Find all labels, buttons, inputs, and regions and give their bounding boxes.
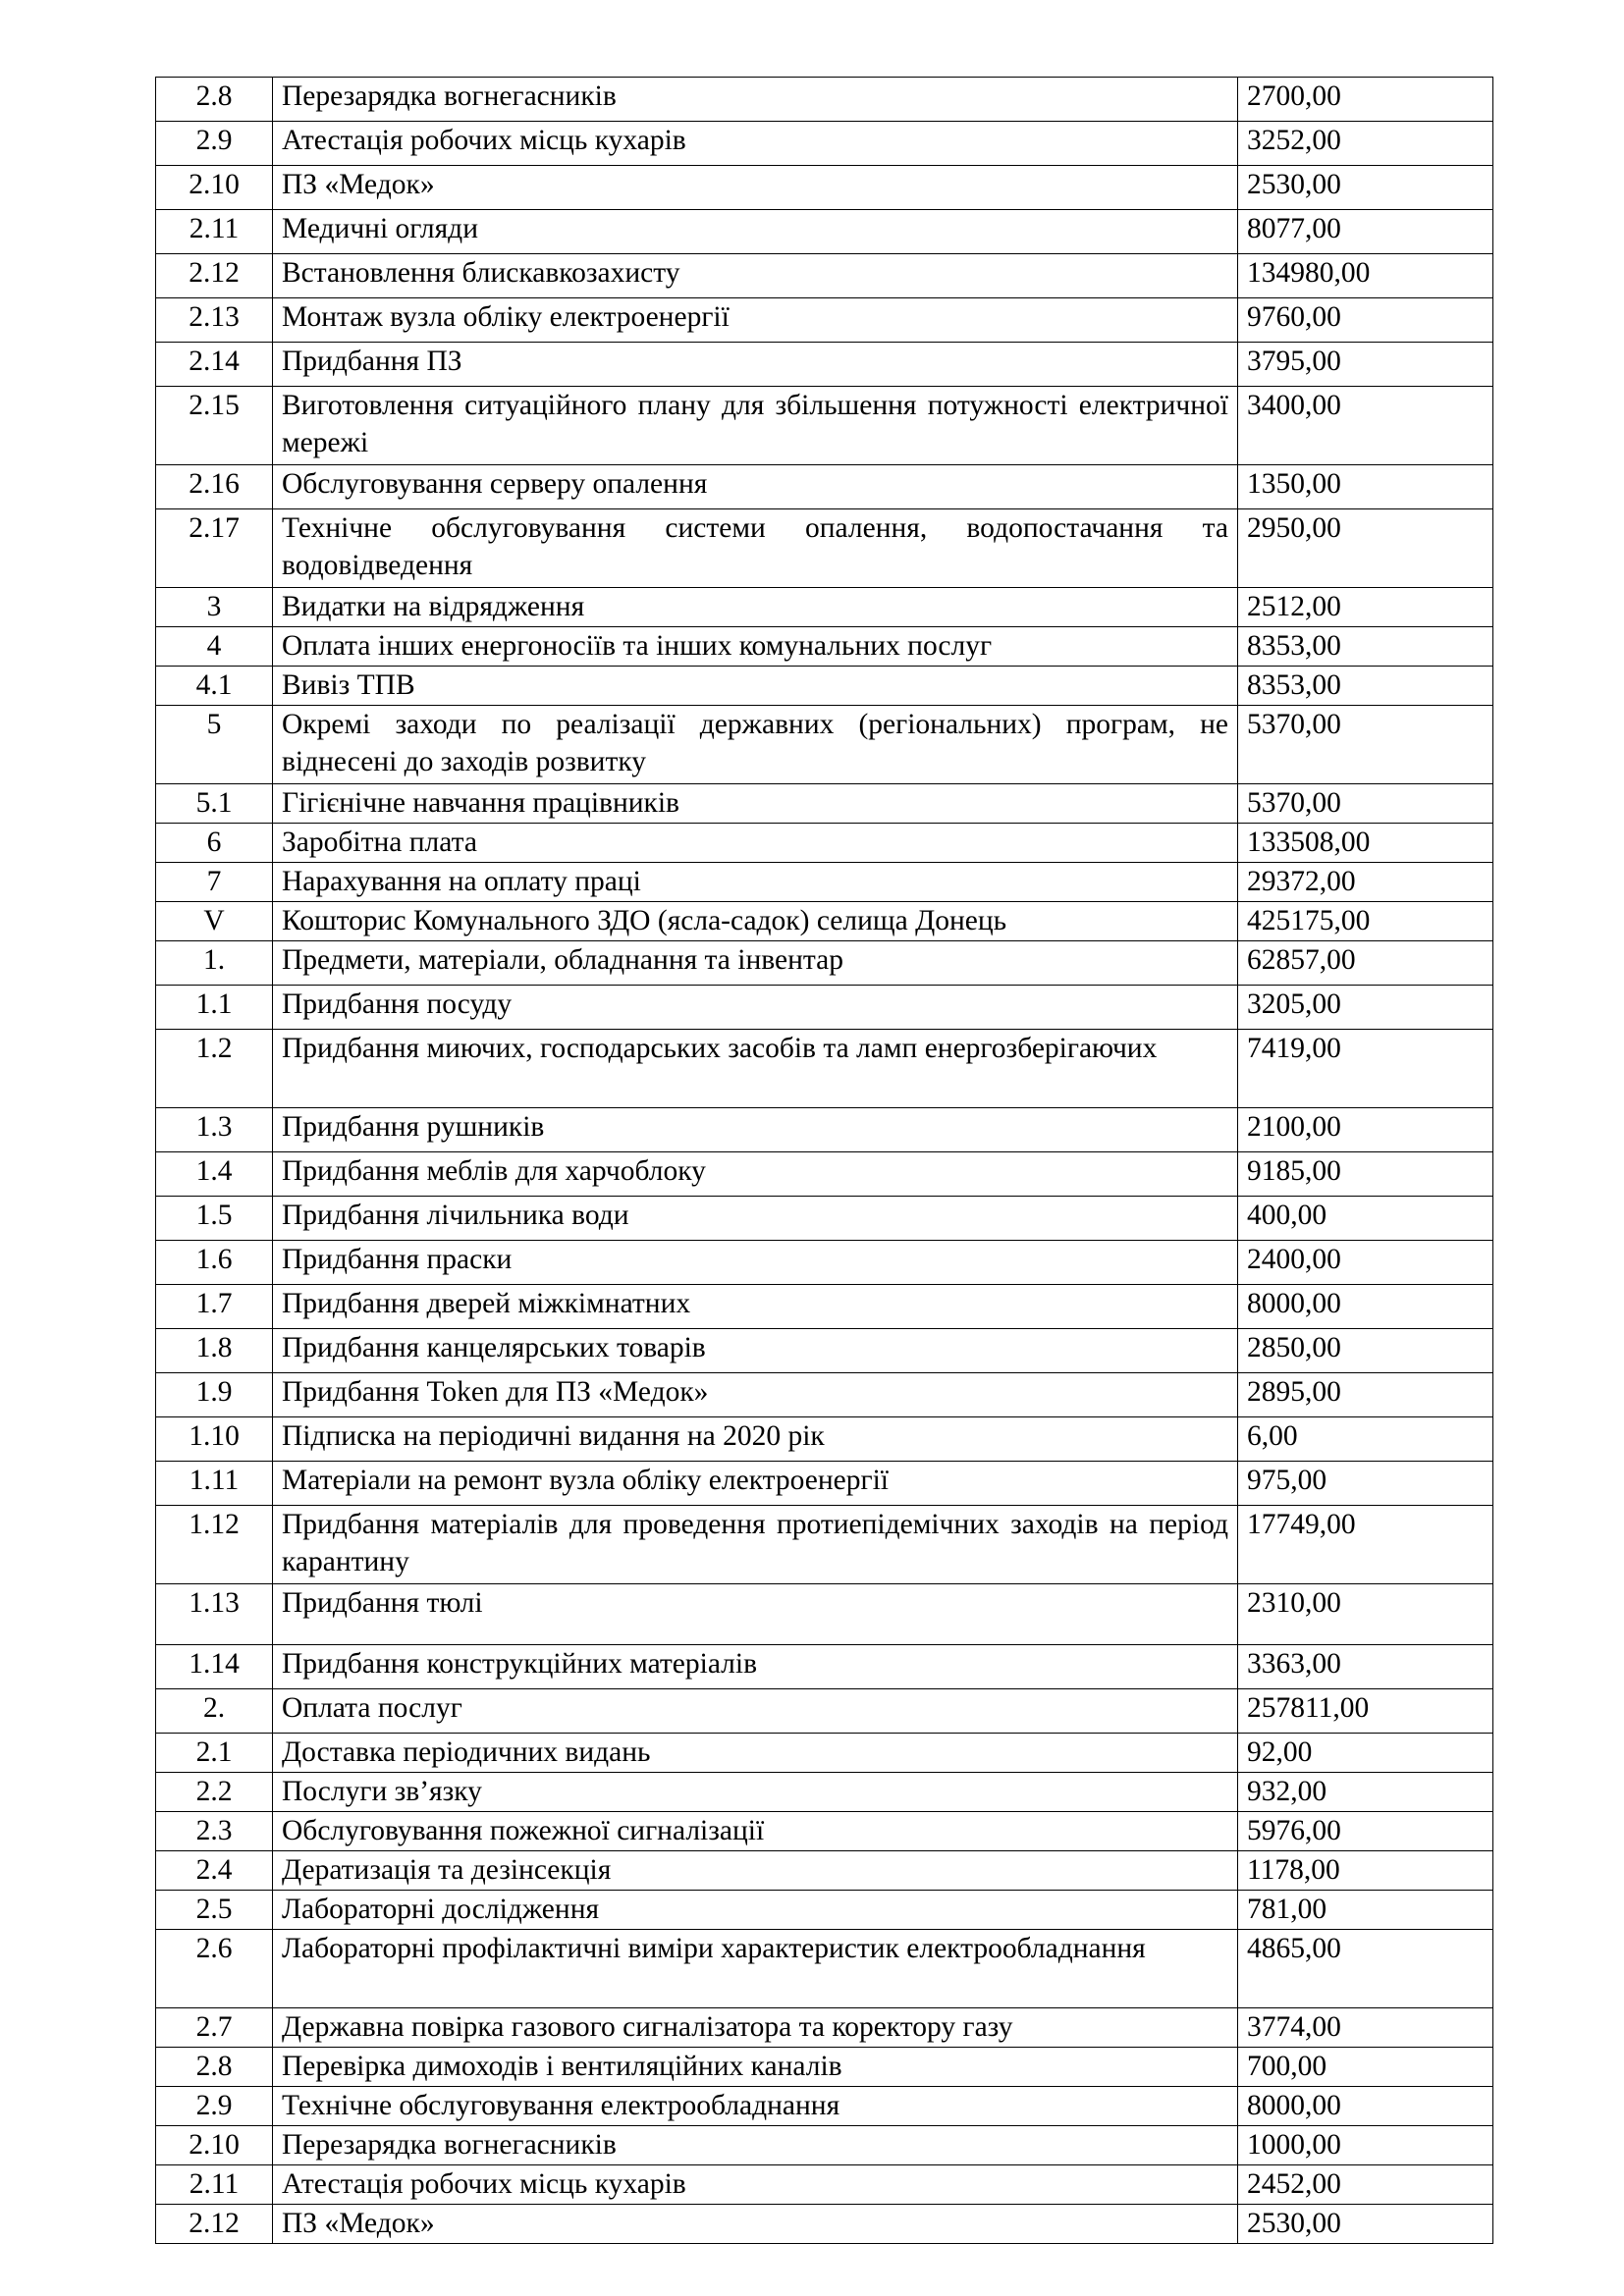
row-description: Підписка на періодичні видання на 2020 рік <box>273 1417 1238 1462</box>
row-description: Атестація робочих місць кухарів <box>273 122 1238 166</box>
row-number: 2.14 <box>156 343 273 387</box>
table-row <box>156 210 1493 254</box>
row-description: Придбання матеріалів для проведення протиепідемічних заходів на період карантину <box>273 1506 1238 1584</box>
table-row <box>156 1462 1493 1506</box>
row-number: 2.12 <box>156 254 273 298</box>
row-amount: 2452,00 <box>1238 2165 1493 2205</box>
row-description: Придбання меблів для харчоблоку <box>273 1152 1238 1197</box>
row-amount: 2530,00 <box>1238 2205 1493 2244</box>
row-description: Обслуговування пожежної сигналізації <box>273 1812 1238 1851</box>
row-description: Атестація робочих місць кухарів <box>273 2165 1238 2205</box>
table-row <box>156 1773 1493 1812</box>
row-description: Перезарядка вогнегасників <box>273 2126 1238 2165</box>
row-number: 1.2 <box>156 1030 273 1108</box>
row-amount: 700,00 <box>1238 2048 1493 2087</box>
row-number: 1.14 <box>156 1645 273 1689</box>
row-description: Придбання лічильника води <box>273 1197 1238 1241</box>
row-number: 2.2 <box>156 1773 273 1812</box>
table-row <box>156 667 1493 706</box>
row-description: Придбання миючих, господарських засобів та ламп енергозберігаючих <box>273 1030 1238 1108</box>
row-number: 2.4 <box>156 1851 273 1891</box>
row-description: ПЗ «Медок» <box>273 2205 1238 2244</box>
row-amount: 3205,00 <box>1238 986 1493 1030</box>
row-description: Придбання канцелярських товарів <box>273 1329 1238 1373</box>
row-number: 4 <box>156 627 273 667</box>
table-row <box>156 122 1493 166</box>
row-number: 1.3 <box>156 1108 273 1152</box>
row-amount: 3774,00 <box>1238 2008 1493 2048</box>
row-number: 2.9 <box>156 122 273 166</box>
table-row <box>156 166 1493 210</box>
row-number: 2.6 <box>156 1930 273 2008</box>
row-amount: 3363,00 <box>1238 1645 1493 1689</box>
row-description: Послуги зв’язку <box>273 1773 1238 1812</box>
row-description: Обслуговування серверу опалення <box>273 465 1238 509</box>
row-description: Предмети, матеріали, обладнання та інвентар <box>273 941 1238 986</box>
row-number: 2.1 <box>156 1734 273 1773</box>
table-row <box>156 1506 1493 1584</box>
row-amount: 2530,00 <box>1238 166 1493 210</box>
row-description: Монтаж вузла обліку електроенергії <box>273 298 1238 343</box>
row-amount: 8353,00 <box>1238 667 1493 706</box>
table-row <box>156 1152 1493 1197</box>
row-number: 2.13 <box>156 298 273 343</box>
row-amount: 975,00 <box>1238 1462 1493 1506</box>
table-row <box>156 1417 1493 1462</box>
table-row <box>156 986 1493 1030</box>
row-description: Нарахування на оплату праці <box>273 863 1238 902</box>
row-description: Придбання посуду <box>273 986 1238 1030</box>
row-amount: 1000,00 <box>1238 2126 1493 2165</box>
table-row <box>156 902 1493 941</box>
table-row <box>156 2126 1493 2165</box>
row-amount: 932,00 <box>1238 1773 1493 1812</box>
row-number: 2.7 <box>156 2008 273 2048</box>
row-description: Придбання рушників <box>273 1108 1238 1152</box>
table-row <box>156 1108 1493 1152</box>
row-amount: 9760,00 <box>1238 298 1493 343</box>
table-row <box>156 2205 1493 2244</box>
row-amount: 6,00 <box>1238 1417 1493 1462</box>
row-number: 2.12 <box>156 2205 273 2244</box>
row-description: Лабораторні дослідження <box>273 1891 1238 1930</box>
row-number: 1.4 <box>156 1152 273 1197</box>
table-row <box>156 1197 1493 1241</box>
table-row <box>156 1851 1493 1891</box>
row-amount: 425175,00 <box>1238 902 1493 941</box>
budget-table-body <box>156 78 1493 2244</box>
table-row <box>156 343 1493 387</box>
table-row <box>156 387 1493 465</box>
row-number: 2.10 <box>156 166 273 210</box>
row-amount: 3400,00 <box>1238 387 1493 465</box>
row-amount: 134980,00 <box>1238 254 1493 298</box>
table-row <box>156 254 1493 298</box>
row-amount: 92,00 <box>1238 1734 1493 1773</box>
row-amount: 1178,00 <box>1238 1851 1493 1891</box>
row-description: Перезарядка вогнегасників <box>273 78 1238 122</box>
row-description: Технічне обслуговування електрообладнання <box>273 2087 1238 2126</box>
row-description: Встановлення блискавкозахисту <box>273 254 1238 298</box>
row-amount: 2850,00 <box>1238 1329 1493 1373</box>
row-amount: 1350,00 <box>1238 465 1493 509</box>
row-description: Медичні огляди <box>273 210 1238 254</box>
row-amount: 133508,00 <box>1238 824 1493 863</box>
table-row <box>156 2008 1493 2048</box>
row-number: 4.1 <box>156 667 273 706</box>
row-number: 2.3 <box>156 1812 273 1851</box>
table-row <box>156 941 1493 986</box>
row-description: Перевірка димоходів і вентиляційних каналів <box>273 2048 1238 2087</box>
table-row <box>156 298 1493 343</box>
row-description: Придбання тюлі <box>273 1584 1238 1645</box>
row-description: Оплата інших енергоносіїв та інших комунальних послуг <box>273 627 1238 667</box>
table-row <box>156 509 1493 588</box>
row-description: Заробітна плата <box>273 824 1238 863</box>
table-row <box>156 2087 1493 2126</box>
row-number: 1.11 <box>156 1462 273 1506</box>
row-number: 2.11 <box>156 2165 273 2205</box>
row-amount: 5370,00 <box>1238 784 1493 824</box>
row-amount: 8000,00 <box>1238 1285 1493 1329</box>
row-description: ПЗ «Медок» <box>273 166 1238 210</box>
row-number: 5.1 <box>156 784 273 824</box>
row-number: 2.17 <box>156 509 273 588</box>
table-row <box>156 465 1493 509</box>
row-amount: 2512,00 <box>1238 588 1493 627</box>
row-description: Кошторис Комунального ЗДО (ясла-садок) селища Донець <box>273 902 1238 941</box>
row-amount: 9185,00 <box>1238 1152 1493 1197</box>
row-amount: 3795,00 <box>1238 343 1493 387</box>
row-number: 2.9 <box>156 2087 273 2126</box>
row-description: Придбання конструкційних матеріалів <box>273 1645 1238 1689</box>
row-amount: 2310,00 <box>1238 1584 1493 1645</box>
table-row <box>156 78 1493 122</box>
table-row <box>156 1734 1493 1773</box>
row-description: Технічне обслуговування системи опалення, водопостачання та водовідведення <box>273 509 1238 588</box>
row-number: 2. <box>156 1689 273 1734</box>
row-amount: 5370,00 <box>1238 706 1493 784</box>
budget-table <box>155 77 1493 2244</box>
table-row <box>156 784 1493 824</box>
table-row <box>156 588 1493 627</box>
table-row <box>156 2165 1493 2205</box>
row-number: 2.5 <box>156 1891 273 1930</box>
table-row <box>156 1930 1493 2008</box>
row-number: 5 <box>156 706 273 784</box>
row-amount: 29372,00 <box>1238 863 1493 902</box>
table-row <box>156 1285 1493 1329</box>
row-number: 7 <box>156 863 273 902</box>
row-amount: 8000,00 <box>1238 2087 1493 2126</box>
row-description: Державна повірка газового сигналізатора та коректору газу <box>273 2008 1238 2048</box>
row-amount: 17749,00 <box>1238 1506 1493 1584</box>
row-description: Видатки на відрядження <box>273 588 1238 627</box>
row-number: 1. <box>156 941 273 986</box>
row-description: Гігієнічне навчання працівників <box>273 784 1238 824</box>
row-number: 2.15 <box>156 387 273 465</box>
table-row <box>156 706 1493 784</box>
row-number: 3 <box>156 588 273 627</box>
row-number: 2.16 <box>156 465 273 509</box>
row-number: 2.10 <box>156 2126 273 2165</box>
row-number: 2.11 <box>156 210 273 254</box>
row-number: 1.7 <box>156 1285 273 1329</box>
row-number: 1.12 <box>156 1506 273 1584</box>
row-number: 1.1 <box>156 986 273 1030</box>
row-number: 1.5 <box>156 1197 273 1241</box>
row-description: Придбання ПЗ <box>273 343 1238 387</box>
table-row <box>156 2048 1493 2087</box>
table-row <box>156 1689 1493 1734</box>
row-description: Оплата послуг <box>273 1689 1238 1734</box>
row-description: Виготовлення ситуаційного плану для збільшення потужності електричної мережі <box>273 387 1238 465</box>
row-amount: 3252,00 <box>1238 122 1493 166</box>
row-amount: 2700,00 <box>1238 78 1493 122</box>
row-amount: 4865,00 <box>1238 1930 1493 2008</box>
row-number: 6 <box>156 824 273 863</box>
row-number: 1.6 <box>156 1241 273 1285</box>
row-description: Матеріали на ремонт вузла обліку електроенергії <box>273 1462 1238 1506</box>
table-row <box>156 824 1493 863</box>
row-amount: 781,00 <box>1238 1891 1493 1930</box>
table-row <box>156 1584 1493 1645</box>
row-number: V <box>156 902 273 941</box>
row-amount: 2400,00 <box>1238 1241 1493 1285</box>
table-row <box>156 1812 1493 1851</box>
row-amount: 62857,00 <box>1238 941 1493 986</box>
row-amount: 2100,00 <box>1238 1108 1493 1152</box>
row-number: 1.10 <box>156 1417 273 1462</box>
table-row <box>156 627 1493 667</box>
row-number: 1.8 <box>156 1329 273 1373</box>
table-row <box>156 1373 1493 1417</box>
row-description: Вивіз ТПВ <box>273 667 1238 706</box>
row-amount: 400,00 <box>1238 1197 1493 1241</box>
row-amount: 8077,00 <box>1238 210 1493 254</box>
row-description: Окремі заходи по реалізації державних (регіональних) програм, не віднесені до заходів розвитку <box>273 706 1238 784</box>
row-description: Лабораторні профілактичні виміри характеристик електрообладнання <box>273 1930 1238 2008</box>
table-row <box>156 1645 1493 1689</box>
row-amount: 5976,00 <box>1238 1812 1493 1851</box>
row-description: Дератизація та дезінсекція <box>273 1851 1238 1891</box>
row-number: 2.8 <box>156 78 273 122</box>
row-number: 1.9 <box>156 1373 273 1417</box>
row-number: 1.13 <box>156 1584 273 1645</box>
row-amount: 7419,00 <box>1238 1030 1493 1108</box>
row-amount: 257811,00 <box>1238 1689 1493 1734</box>
table-row <box>156 1329 1493 1373</box>
row-description: Придбання праски <box>273 1241 1238 1285</box>
table-row <box>156 1891 1493 1930</box>
row-amount: 2895,00 <box>1238 1373 1493 1417</box>
table-row <box>156 1241 1493 1285</box>
table-row <box>156 1030 1493 1108</box>
row-amount: 8353,00 <box>1238 627 1493 667</box>
table-row <box>156 863 1493 902</box>
row-description: Придбання дверей міжкімнатних <box>273 1285 1238 1329</box>
row-description: Придбання Token для ПЗ «Медок» <box>273 1373 1238 1417</box>
row-description: Доставка періодичних видань <box>273 1734 1238 1773</box>
row-number: 2.8 <box>156 2048 273 2087</box>
row-amount: 2950,00 <box>1238 509 1493 588</box>
